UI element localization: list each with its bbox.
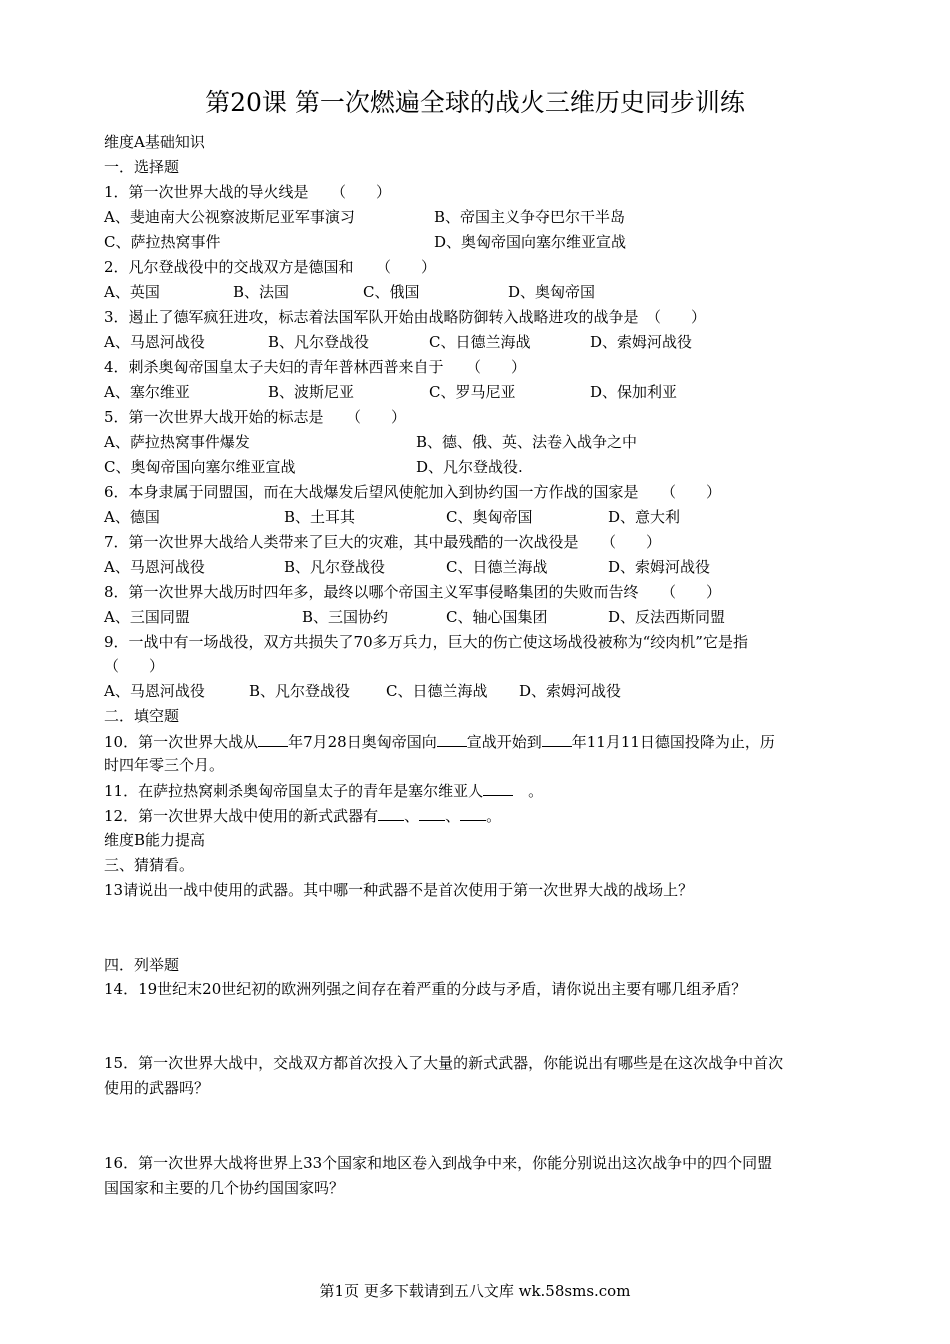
section-choice: 一．选择题: [104, 158, 180, 176]
question-3: 3．遏止了德军疯狂进攻，标志着法国军队开始由战略防御转入战略进攻的战争是 （ ）: [104, 308, 707, 326]
question-1: 1．第一次世界大战的导火线是 （ ）: [104, 183, 392, 201]
q1-option-c: C、萨拉热窝事件: [104, 233, 221, 251]
question-16: 16．第一次世界大战将世界上33个国家和地区卷入到战争中来，你能分别说出这次战争中的四个同盟: [104, 1154, 773, 1172]
q7-option-b: B、凡尔登战役: [284, 558, 386, 576]
q3-option-d: D、索姆河战役: [590, 333, 693, 351]
question-15: 15．第一次世界大战中，交战双方都首次投入了大量的新式武器，你能说出有哪些是在这次战争中首次: [104, 1054, 784, 1072]
q9-option-c: C、日德兰海战: [386, 682, 488, 700]
question-13: 13请说出一战中使用的武器。其中哪一种武器不是首次使用于第一次世界大战的战场上？: [104, 881, 694, 899]
question-15-cont: 使用的武器吗？: [104, 1079, 210, 1097]
section-list: 四．列举题: [104, 956, 180, 974]
q12-blank-3[interactable]: [460, 805, 486, 821]
q5-option-a: A、萨拉热窝事件爆发: [104, 433, 250, 451]
q10-blank-3[interactable]: [542, 731, 572, 747]
question-8: 8．第一次世界大战历时四年多，最终以哪个帝国主义军事侵略集团的失败而告终 （ ）: [104, 583, 722, 601]
q8-option-b: B、三国协约: [302, 608, 389, 626]
q3-option-b: B、凡尔登战役: [268, 333, 370, 351]
question-10-cont: 时四年零三个月。: [104, 756, 225, 774]
q5-option-d: D、凡尔登战役.: [416, 458, 523, 476]
question-9-bracket: （ ）: [104, 657, 165, 675]
question-14: 14．19世纪末20世纪初的欧洲列强之间存在着严重的分歧与矛盾，请你说出主要有哪几组矛盾？: [104, 980, 747, 998]
q1-option-a: A、斐迪南大公视察波斯尼亚军事演习: [104, 208, 355, 226]
section-fill: 二．填空题: [104, 707, 180, 725]
q11-end: 。: [513, 782, 544, 800]
question-2: 2．凡尔登战役中的交战双方是德国和 （ ）: [104, 258, 437, 276]
q6-option-d: D、意大利: [608, 508, 681, 526]
q6-option-b: B、土耳其: [284, 508, 356, 526]
q2-option-a: A、英国: [104, 283, 160, 301]
q2-option-c: C、俄国: [363, 283, 420, 301]
q10-text-1: 10．第一次世界大战从: [104, 733, 259, 751]
section-dimension-a: 维度A基础知识: [104, 133, 205, 151]
q9-option-a: A、马恩河战役: [104, 682, 205, 700]
q8-option-c: C、轴心国集团: [446, 608, 548, 626]
q11-blank[interactable]: [483, 780, 513, 796]
q5-option-c: C、奥匈帝国向塞尔维亚宣战: [104, 458, 296, 476]
question-16-cont: 国国家和主要的几个协约国国家吗？: [104, 1179, 345, 1197]
q12-sep-1: 、: [404, 807, 420, 825]
section-dimension-b: 维度B能力提高: [104, 831, 206, 849]
q10-text-3: 宣战开始到: [466, 733, 542, 751]
q2-option-b: B、法国: [233, 283, 290, 301]
q9-option-d: D、索姆河战役: [519, 682, 622, 700]
q11-text: 11．在萨拉热窝刺杀奥匈帝国皇太子的青年是塞尔维亚人: [104, 782, 484, 800]
question-10: [104, 731, 775, 752]
question-11: [104, 780, 543, 801]
q2-option-d: D、奥匈帝国: [508, 283, 596, 301]
q3-option-c: C、日德兰海战: [429, 333, 531, 351]
question-4: 4．刺杀奥匈帝国皇太子夫妇的青年普林西普来自于 （ ）: [104, 358, 527, 376]
q3-option-a: A、马恩河战役: [104, 333, 205, 351]
q12-sep-2: 、: [445, 807, 461, 825]
section-guess: 三、猜猜看。: [104, 856, 195, 874]
question-5: 5．第一次世界大战开始的标志是 （ ）: [104, 408, 407, 426]
q12-text: 12．第一次世界大战中使用的新式武器有: [104, 807, 379, 825]
page-footer: 第1页 更多下载请到五八文库 wk.58sms.com: [319, 1282, 631, 1300]
q9-option-b: B、凡尔登战役: [249, 682, 351, 700]
q4-option-b: B、波斯尼亚: [268, 383, 355, 401]
q12-end: 。: [486, 807, 502, 825]
q1-option-b: B、帝国主义争夺巴尔干半岛: [434, 208, 626, 226]
question-6: 6．本身隶属于同盟国，而在大战爆发后望风使舵加入到协约国一方作战的国家是 （ ）: [104, 483, 722, 501]
q4-option-c: C、罗马尼亚: [429, 383, 516, 401]
q4-option-a: A、塞尔维亚: [104, 383, 190, 401]
q10-text-4: 年11月11日德国投降为止，历: [571, 733, 775, 751]
page-title: 第20课 第一次燃遍全球的战火三维历史同步训练: [205, 88, 745, 117]
q10-blank-2[interactable]: [437, 731, 467, 747]
q10-text-2: 年7月28日奥匈帝国向: [288, 733, 437, 751]
question-12: [104, 805, 501, 826]
q12-blank-2[interactable]: [419, 805, 445, 821]
q7-option-a: A、马恩河战役: [104, 558, 205, 576]
q1-option-d: D、奥匈帝国向塞尔维亚宣战: [434, 233, 627, 251]
q8-option-a: A、三国同盟: [104, 608, 190, 626]
q4-option-d: D、保加利亚: [590, 383, 678, 401]
q7-option-c: C、日德兰海战: [446, 558, 548, 576]
q12-blank-1[interactable]: [378, 805, 404, 821]
q6-option-c: C、奥匈帝国: [446, 508, 533, 526]
q10-blank-1[interactable]: [258, 731, 288, 747]
q7-option-d: D、索姆河战役: [608, 558, 711, 576]
question-7: 7．第一次世界大战给人类带来了巨大的灾难，其中最残酷的一次战役是 （ ）: [104, 533, 662, 551]
question-9: 9．一战中有一场战役，双方共损失了70多万兵力，巨大的伤亡使这场战役被称为“绞肉机”它是指: [104, 633, 748, 651]
q5-option-b: B、德、俄、英、法卷入战争之中: [416, 433, 638, 451]
q6-option-a: A、德国: [104, 508, 160, 526]
q8-option-d: D、反法西斯同盟: [608, 608, 726, 626]
